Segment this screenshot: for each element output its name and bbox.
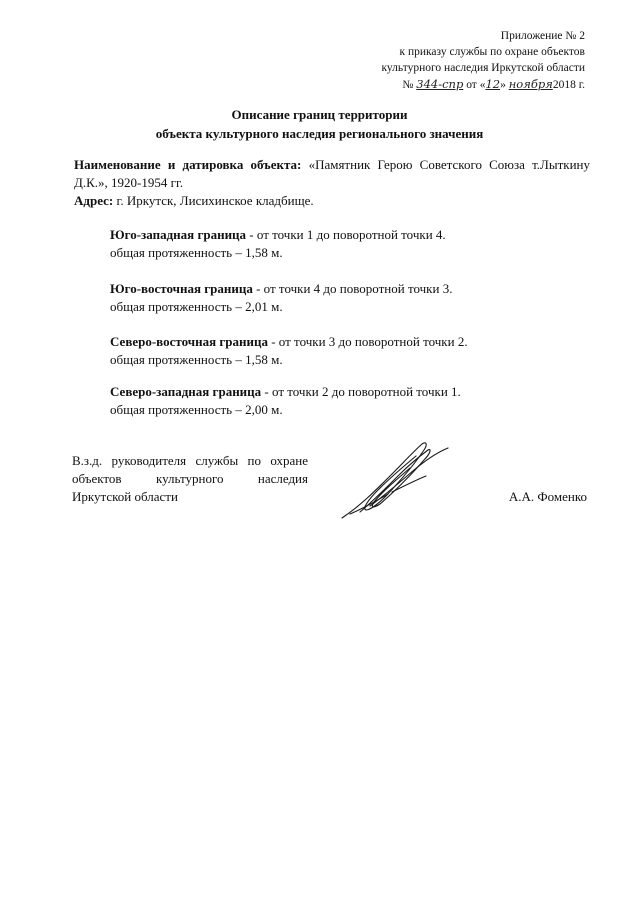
border-item-south-west	[110, 226, 570, 262]
appendix-header	[382, 28, 586, 93]
document-title	[0, 105, 639, 143]
border-name: Северо-восточная граница	[110, 334, 268, 349]
order-reference	[382, 76, 586, 93]
border-heading	[110, 226, 570, 244]
border-name: Юго-восточная граница	[110, 281, 253, 296]
object-name-paragraph	[74, 156, 590, 192]
appendix-line-2: к приказу службы по охране объектов	[399, 46, 585, 58]
border-description: - от точки 1 до поворотной точки 4.	[246, 227, 446, 242]
object-address-value: г. Иркутск, Лисихинское кладбище.	[116, 193, 314, 208]
appendix-line-3: культурного наследия Иркутской области	[381, 62, 585, 74]
signatory-position: В.з.д. руководителя службы по охране объектов культурного наследия Иркутской области	[72, 453, 308, 504]
border-length: общая протяженность – 2,00 м.	[110, 402, 283, 417]
border-item-north-east	[110, 333, 570, 369]
order-month-handwritten: ноября	[508, 77, 553, 91]
border-length: общая протяженность – 1,58 м.	[110, 245, 283, 260]
object-address-label: Адрес:	[74, 193, 114, 208]
border-length: общая протяженность – 1,58 м.	[110, 352, 283, 367]
object-address-paragraph	[74, 192, 590, 210]
signatory-name: А.А. Фоменко	[508, 489, 587, 504]
border-item-north-west	[110, 383, 570, 419]
order-day-handwritten: 12	[485, 77, 501, 91]
order-number-prefix: №	[402, 79, 414, 91]
title-line-1: Описание границ территории	[231, 107, 408, 122]
object-name-value: «Памятник Герою Советского Союза т.Лыткину Д.К.», 1920-1954 гг.	[74, 157, 590, 190]
border-name: Юго-западная граница	[110, 227, 247, 242]
border-length: общая протяженность – 2,01 м.	[110, 299, 283, 314]
order-number-handwritten: 344-спр	[416, 77, 464, 91]
border-item-south-east	[110, 280, 570, 316]
border-heading	[110, 383, 570, 401]
title-line-2: объекта культурного наследия регионального значения	[155, 126, 484, 141]
order-year: 2018 г.	[552, 79, 585, 91]
order-date-from: от «	[466, 79, 486, 91]
border-description: - от точки 3 до поворотной точки 2.	[267, 334, 468, 349]
order-quote-close: »	[500, 79, 506, 91]
border-heading	[110, 280, 570, 298]
appendix-line-1: Приложение № 2	[500, 30, 585, 42]
border-heading	[110, 333, 570, 351]
object-name-label: Наименование и датировка объекта:	[74, 157, 302, 172]
border-description: - от точки 4 до поворотной точки 3.	[252, 281, 453, 296]
border-name: Северо-западная граница	[110, 384, 262, 399]
handwritten-signature-icon	[330, 436, 470, 526]
border-description: - от точки 2 до поворотной точки 1.	[261, 384, 461, 399]
